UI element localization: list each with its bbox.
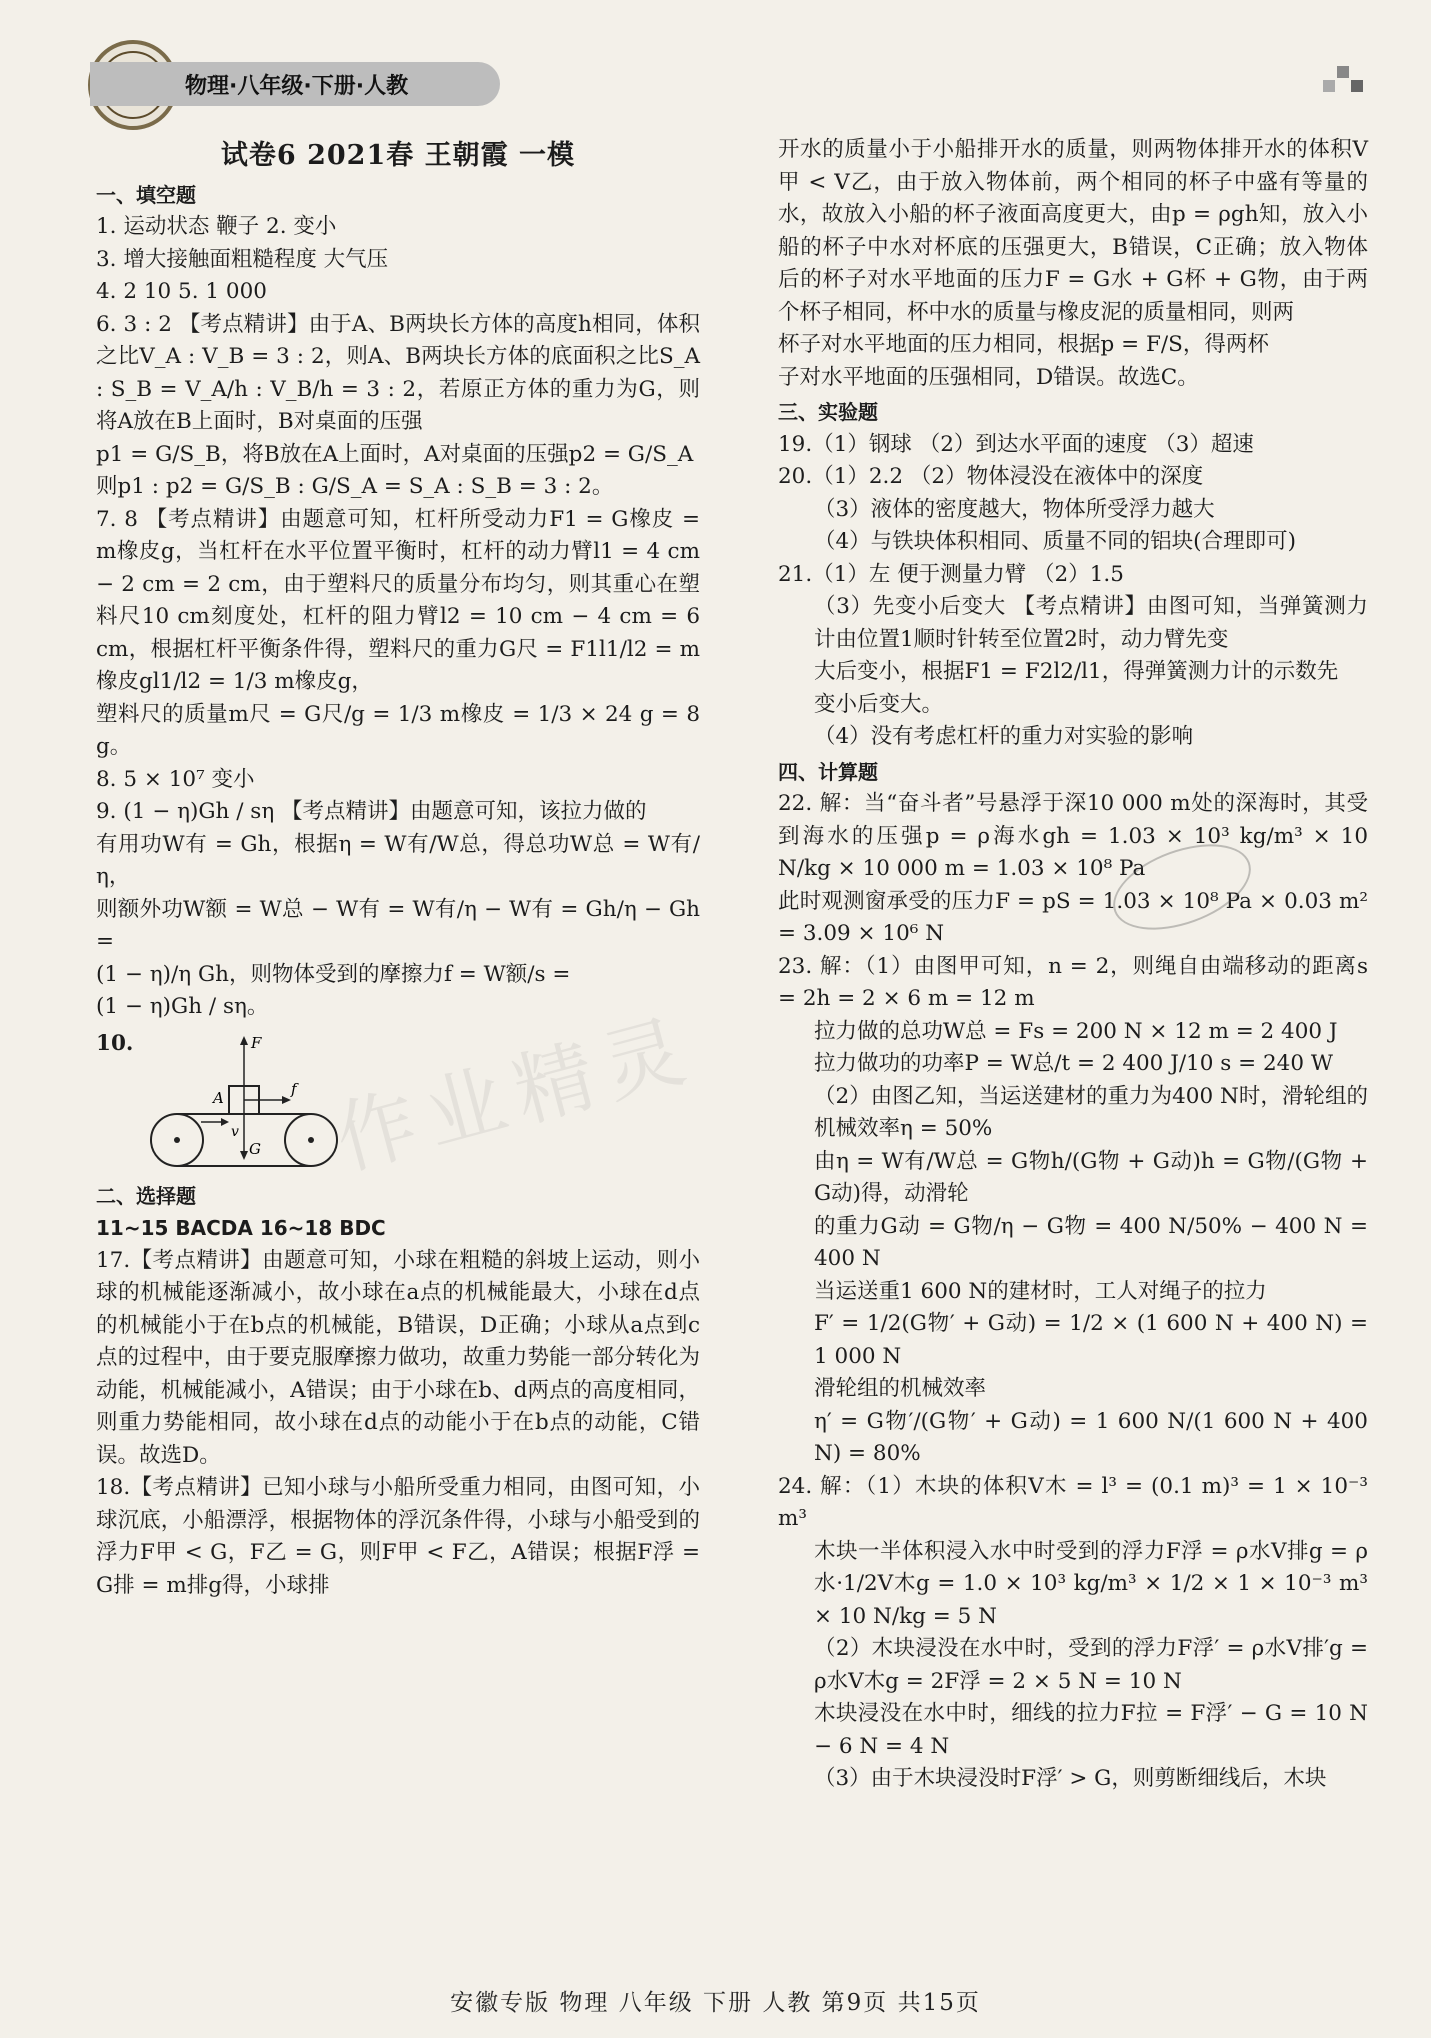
answer-6-part2: p1 = G/S_B，将B放在A上面时，A对桌面的压强p2 = G/S_A — [96, 441, 694, 467]
answer-6-part3: 则p1 : p2 = G/S_B : G/S_A = S_A : S_B = 3 : 2。 — [96, 474, 614, 499]
answer-24-part3: （2）木块浸没在水中时，受到的浮力F浮′ = ρ水V排′g = ρ水V木g = 2F浮 = 2 × 5 N = 10 N — [814, 1636, 1368, 1694]
answer-20-part3: （4）与铁块体积相同、质量不同的铝块(合理即可) — [814, 529, 1296, 554]
answer-24-part5: （3）由于木块浸没时F浮′ > G，则剪断细线后，木块 — [814, 1766, 1327, 1791]
subject-line: 物理·八年级·下册·人教 — [185, 73, 409, 99]
section-calculation: 四、计算题 — [778, 759, 878, 784]
conveyor-force-diagram — [139, 1028, 359, 1178]
answer-21-part1: 21.（1）左 便于测量力臂 （2）1.5 — [778, 561, 1124, 587]
label-g: G — [249, 1139, 262, 1158]
corner-squares-icon — [1323, 66, 1363, 106]
page-title: 试卷6 2021春 王朝霞 一模 — [220, 140, 576, 171]
answer-11-18: 11~15 BACDA 16~18 BDC — [96, 1216, 386, 1240]
section-fill-blank: 一、填空题 — [96, 182, 196, 207]
answer-18-cont2: 杯子对水平地面的压力相同，根据p = F/S，得两杯 — [778, 332, 1269, 357]
answer-23-part5: 由η = W有/W总 = G物h/(G物 + G动)h = G物/(G物 + G动)得，动滑轮 — [814, 1148, 1368, 1206]
answer-9-part2: 有用功W有 = Gh，根据η = W有/W总，得总功W总 = W有/η， — [96, 831, 700, 889]
answer-20-part1: 20.（1）2.2 （2）物体浸没在液体中的深度 — [778, 464, 1204, 489]
answer-9-part1: 9. (1 − η)Gh / sη 【考点精讲】由题意可知，该拉力做的 — [96, 799, 647, 824]
answer-17: 17.【考点精讲】由题意可知，小球在粗糙的斜坡上运动，则小球的机械能逐渐减小，故小球在a点的机械能最大，小球在d点的机械能小于在b点的机械能，B错误，D正确；小球从a点到c点的过程中，由于要克服摩擦力做功，故重力势能一部分转化为动能，机械能减小，A错误；由于小球在b、d两点的高度相同，则重力势能相同，故小球在d点的动能小于在b点的动能，C错误。故选D。 — [96, 1247, 700, 1468]
label-f-lower: f — [291, 1079, 297, 1098]
friction-arrowhead — [282, 1096, 291, 1104]
answer-24-part2: 木块一半体积浸入水中时受到的浮力F浮 = ρ水V排g = ρ水·1/2V木g = 1.0 × 10³ kg/m³ × 1/2 × 1 × 10⁻³ m³ × 10 N/kg = 5 N — [814, 1538, 1368, 1629]
answer-22: 22. 解：当“奋斗者”号悬浮于深10 000 m处的深海时，其受到海水的压强p = ρ海水gh = 1.03 × 10³ kg/m³ × 10 N/kg × 10 000 m = 1.03 × 10⁸ Pa 此时观测窗承受的压力F = pS = 1.03 × 10⁸ Pa × 0.03 m² = 3.09 × 10⁶ N — [778, 791, 1368, 946]
force-up-arrowhead — [240, 1036, 248, 1045]
answer-18-cont3: 子对水平地面的压强相同，D错误。故选C。 — [778, 364, 1199, 390]
section-choice: 二、选择题 — [96, 1183, 196, 1208]
answer-24-part1: 24. 解：（1）木块的体积V木 = l³ = (0.1 m)³ = 1 × 10⁻³ m³ — [778, 1473, 1368, 1531]
answer-7-part2: 塑料尺的质量m尺 = G尺/g = 1/3 m橡皮 = 1/3 × 24 g = 8 g。 — [96, 701, 700, 759]
label-f-upper: F — [251, 1033, 262, 1052]
label-v: v — [231, 1123, 240, 1140]
right-roller-axle — [308, 1137, 314, 1143]
answer-21-part2: （3）先变小后变大 【考点精讲】由图可知，当弹簧测力计由位置1顺时针转至位置2时，动力臂先变 — [814, 594, 1368, 652]
answer-3: 3. 增大接触面粗糙程度 大气压 — [96, 246, 389, 272]
answer-23-part1: 23. 解：（1）由图甲可知，n = 2，则绳自由端移动的距离s = 2h = 2 × 6 m = 12 m — [778, 953, 1368, 1011]
answer-23-part7: 当运送重1 600 N的建材时，工人对绳子的拉力 — [814, 1278, 1267, 1304]
right-column — [778, 134, 1368, 1796]
answer-21-part5: （4）没有考虑杠杆的重力对实验的影响 — [814, 724, 1194, 749]
page-footer: 安徽专版 物理 八年级 下册 人教 第9页 共15页 — [450, 1990, 981, 2016]
answer-18: 18.【考点精讲】已知小球与小船所受重力相同，由图可知，小球沉底，小船漂浮，根据物体的浮沉条件得，小球与小船受到的浮力F甲 < G，F乙 = G，则F甲 < F乙，A错误；根据F浮 = G排 = m排g得，小球排 — [96, 1475, 700, 1598]
answer-9-part4: (1 − η)/η Gh，则物体受到的摩擦力f = W额/s = — [96, 961, 571, 987]
left-roller-axle — [174, 1137, 180, 1143]
answer-20-part2: （3）液体的密度越大，物体所受浮力越大 — [814, 496, 1215, 522]
answer-23-part9: 滑轮组的机械效率 — [814, 1376, 987, 1401]
answer-21-part3: 大后变小，根据F1 = F2l2/l1，得弹簧测力计的示数先 — [814, 659, 1339, 684]
subject-header — [90, 62, 500, 106]
answer-23-part6: 的重力G动 = G物/η − G物 = 400 N/50% − 400 N = 400 N — [814, 1213, 1368, 1271]
answer-1-2: 1. 运动状态 鞭子 2. 变小 — [96, 214, 337, 239]
watermark: 作业精灵 — [326, 1001, 706, 1187]
answer-23-part10: η′ = G物′/(G物′ + G动) = 1 600 N/(1 600 N + 400 N) = 80% — [814, 1408, 1368, 1466]
left-column — [96, 140, 700, 1602]
answer-6-part1: 6. 3 : 2 【考点精讲】由于A、B两块长方体的高度h相同，体积之比V_A : V_B = 3 : 2，则A、B两块长方体的底面积之比S_A : S_B = V_A/h : V_B/h = 3 : 2，若原正方体的重力为G，则将A放在B上面时，B对桌面的压强 — [96, 311, 700, 434]
velocity-arrowhead — [221, 1118, 229, 1126]
answer-19: 19.（1）钢球 （2）到达水平面的速度 （3）超速 — [778, 431, 1254, 457]
answer-23-part2: 拉力做的总功W总 = Fs = 200 N × 12 m = 2 400 J — [814, 1018, 1338, 1044]
answer-7-part1: 7. 8 【考点精讲】由题意可知，杠杆所受动力F1 = G橡皮 = m橡皮g，当杠杆在水平位置平衡时，杠杆的动力臂l1 = 4 cm − 2 cm = 2 cm，由于塑料尺的质量分布均匀，则其重心在塑料尺10 cm刻度处，杠杆的阻力臂l2 = 10 cm − 4 cm = 6 cm，根据杠杆平衡条件得，塑料尺的重力G尺 = F1l1/l2 = m橡皮gl1/l2 = 1/3 m橡皮g， — [96, 506, 700, 694]
answer-9-part3: 则额外功W额 = W总 − W有 = W有/η − W有 = Gh/η − Gh = — [96, 896, 700, 954]
label-a: A — [213, 1088, 225, 1107]
answer-23-part4: （2）由图乙知，当运送建材的重力为400 N时，滑轮组的机械效率η = 50% — [814, 1083, 1368, 1141]
gravity-arrowhead — [240, 1151, 248, 1160]
answer-9-part5: (1 − η)Gh / sη。 — [96, 994, 269, 1019]
answer-24-part4: 木块浸没在水中时，细线的拉力F拉 = F浮′ − G = 10 N − 6 N = 4 N — [814, 1701, 1368, 1759]
answer-10-label: 10. — [96, 1030, 134, 1056]
answer-21-part4: 变小后变大。 — [814, 691, 944, 717]
answer-18-cont: 开水的质量小于小船排开水的质量，则两物体排开水的体积V甲 < V乙，由于放入物体前，两个相同的杯子中盛有等量的水，故放入小船的杯子液面高度更大，由p = ρgh知，放入小船的杯子中水对杯底的压强更大，B错误，C正确；放入物体后的杯子对水平地面的压力F = G水 + G杯 + G物，由于两个杯子相同，杯中水的质量与橡皮泥的质量相同，则两 — [778, 137, 1368, 325]
answer-23-part3: 拉力做功的功率P = W总/t = 2 400 J/10 s = 240 W — [814, 1051, 1333, 1076]
section-experiment: 三、实验题 — [778, 400, 878, 424]
answer-8: 8. 5 × 10⁷ 变小 — [96, 766, 255, 792]
answer-23-part8: F′ = 1/2(G物′ + G动) = 1/2 × (1 600 N + 400 N) = 1 000 N — [814, 1311, 1368, 1369]
answer-4-5: 4. 2 10 5. 1 000 — [96, 279, 267, 304]
